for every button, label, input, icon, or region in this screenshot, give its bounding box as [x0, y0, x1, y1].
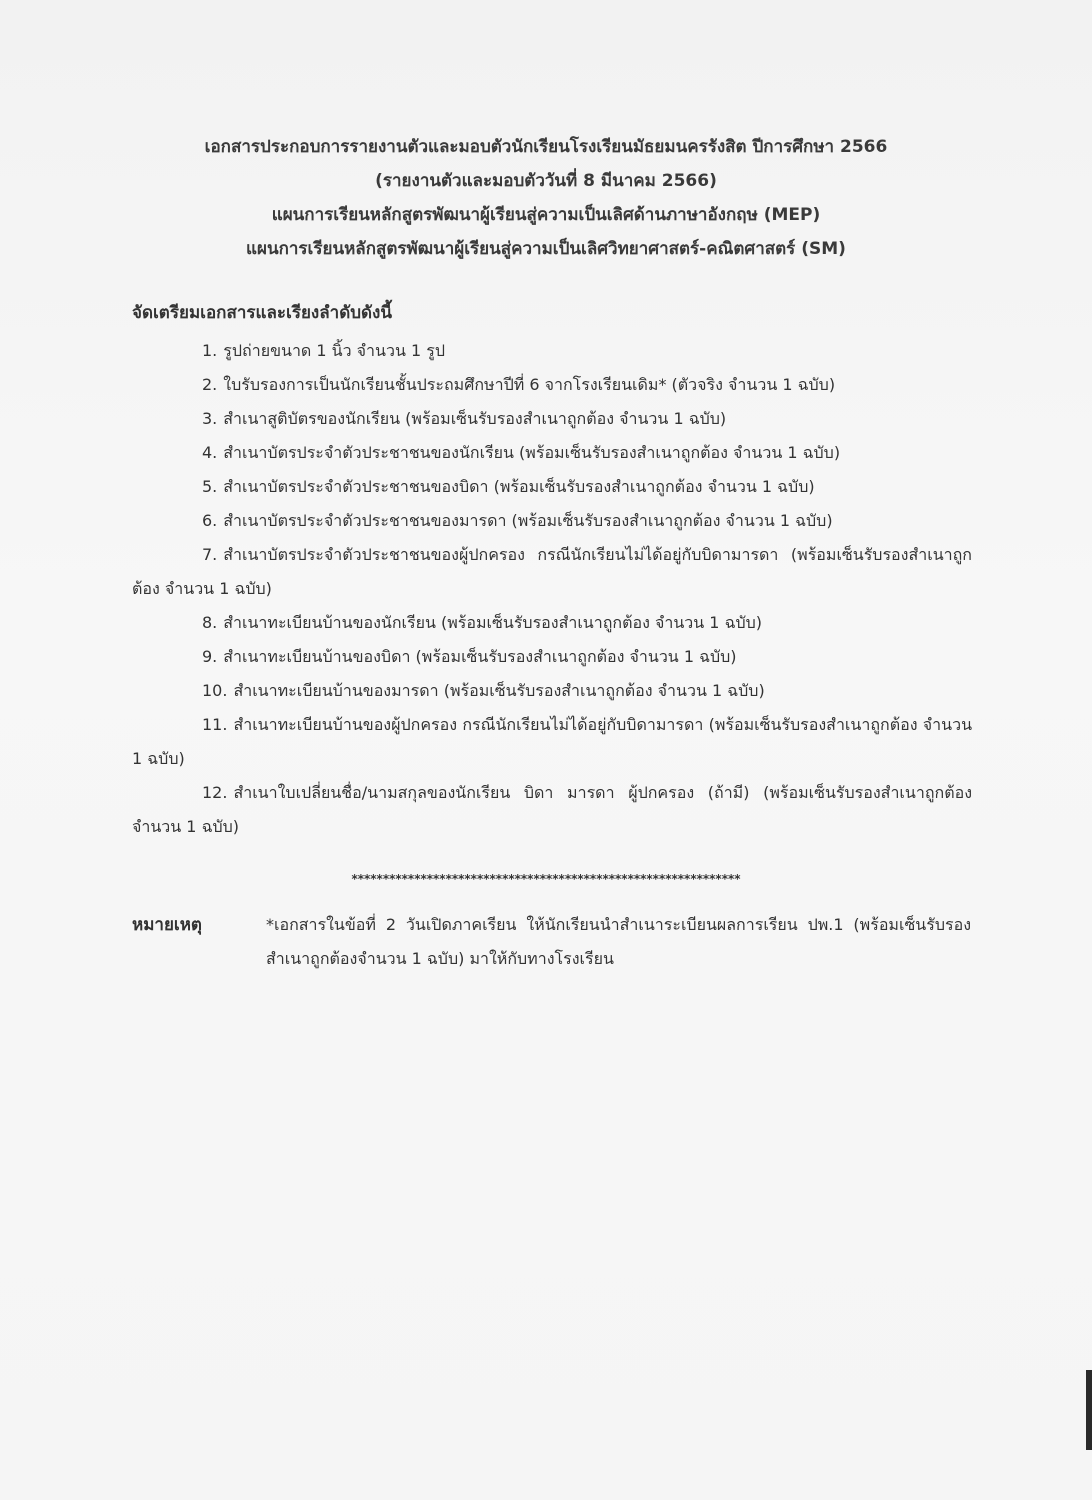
item-number: 6. [202, 511, 218, 530]
list-item [132, 538, 972, 606]
item-number: 10. [202, 681, 228, 700]
list-item [132, 402, 972, 436]
item-text: สำเนาบัตรประจำตัวประชาชนของผู้ปกครอง กรณีนักเรียนไม่ได้อยู่กับบิดามารดา (พร้อมเซ็นรับรองสำเนาถูกต้อง จำนวน 1 ฉบับ) [132, 545, 972, 598]
list-item [132, 470, 972, 504]
document-header [0, 130, 1092, 266]
item-text: สำเนาบัตรประจำตัวประชาชนของบิดา (พร้อมเซ็นรับรองสำเนาถูกต้อง จำนวน 1 ฉบับ) [223, 477, 815, 496]
item-text: ใบรับรองการเป็นนักเรียนชั้นประถมศึกษาปีที่ 6 จากโรงเรียนเดิม* (ตัวจริง จำนวน 1 ฉบับ) [223, 375, 836, 394]
item-text: สำเนาใบเปลี่ยนชื่อ/นามสกุลของนักเรียน บิดา มารดา ผู้ปกครอง (ถ้ามี) (พร้อมเซ็นรับรองสำเนาถูกต้อง จำนวน 1 ฉบับ) [132, 783, 972, 836]
scan-edge-mark [1086, 1370, 1092, 1450]
item-text: สำเนาทะเบียนบ้านของมารดา (พร้อมเซ็นรับรองสำเนาถูกต้อง จำนวน 1 ฉบับ) [233, 681, 765, 700]
list-item [132, 504, 972, 538]
item-number: 2. [202, 375, 218, 394]
item-number: 1. [202, 341, 218, 360]
document-list [132, 334, 972, 844]
list-item [132, 708, 972, 776]
item-number: 4. [202, 443, 218, 462]
item-number: 8. [202, 613, 218, 632]
item-text: สำเนาบัตรประจำตัวประชาชนของนักเรียน (พร้อมเซ็นรับรองสำเนาถูกต้อง จำนวน 1 ฉบับ) [223, 443, 841, 462]
list-item [132, 776, 972, 844]
item-number: 12. [202, 783, 228, 802]
item-number: 3. [202, 409, 218, 428]
note-label: หมายเหตุ [132, 915, 202, 935]
header-date: (รายงานตัวและมอบตัววันที่ 8 มีนาคม 2566) [375, 171, 717, 191]
list-item [132, 368, 972, 402]
item-text: สำเนาสูติบัตรของนักเรียน (พร้อมเซ็นรับรองสำเนาถูกต้อง จำนวน 1 ฉบับ) [223, 409, 727, 428]
header-title: เอกสารประกอบการรายงานตัวและมอบตัวนักเรียนโรงเรียนมัธยมนครรังสิต ปีการศึกษา 2566 [204, 137, 888, 157]
preparation-heading: จัดเตรียมเอกสารและเรียงลำดับดังนี้ [132, 303, 392, 323]
list-item [132, 606, 972, 640]
item-number: 7. [202, 545, 218, 564]
item-number: 11. [202, 715, 228, 734]
item-text: สำเนาทะเบียนบ้านของบิดา (พร้อมเซ็นรับรองสำเนาถูกต้อง จำนวน 1 ฉบับ) [223, 647, 737, 666]
list-item [132, 334, 972, 368]
note-text: *เอกสารในข้อที่ 2 วันเปิดภาคเรียน ให้นักเรียนนำสำเนาระเบียนผลการเรียน ปพ.1 (พร้อมเซ็นรับรองสำเนาถูกต้องจำนวน 1 ฉบับ) มาให้กับทางโรงเรียน [266, 915, 971, 968]
separator-line: ************************************************************** [351, 872, 741, 886]
item-text: สำเนาทะเบียนบ้านของนักเรียน (พร้อมเซ็นรับรองสำเนาถูกต้อง จำนวน 1 ฉบับ) [223, 613, 763, 632]
item-number: 5. [202, 477, 218, 496]
item-text: สำเนาบัตรประจำตัวประชาชนของมารดา (พร้อมเซ็นรับรองสำเนาถูกต้อง จำนวน 1 ฉบับ) [223, 511, 833, 530]
item-number: 9. [202, 647, 218, 666]
item-text: รูปถ่ายขนาด 1 นิ้ว จำนวน 1 รูป [223, 341, 445, 360]
list-item [132, 436, 972, 470]
header-program-mep: แผนการเรียนหลักสูตรพัฒนาผู้เรียนสู่ความเป็นเลิศด้านภาษาอังกฤษ (MEP) [271, 205, 821, 225]
item-text: สำเนาทะเบียนบ้านของผู้ปกครอง กรณีนักเรียนไม่ได้อยู่กับบิดามารดา (พร้อมเซ็นรับรองสำเนาถูกต้อง จำนวน 1 ฉบับ) [132, 715, 972, 768]
header-program-sm: แผนการเรียนหลักสูตรพัฒนาผู้เรียนสู่ความเป็นเลิศวิทยาศาสตร์-คณิตศาสตร์ (SM) [246, 239, 846, 259]
list-item [132, 640, 972, 674]
list-item [132, 674, 972, 708]
